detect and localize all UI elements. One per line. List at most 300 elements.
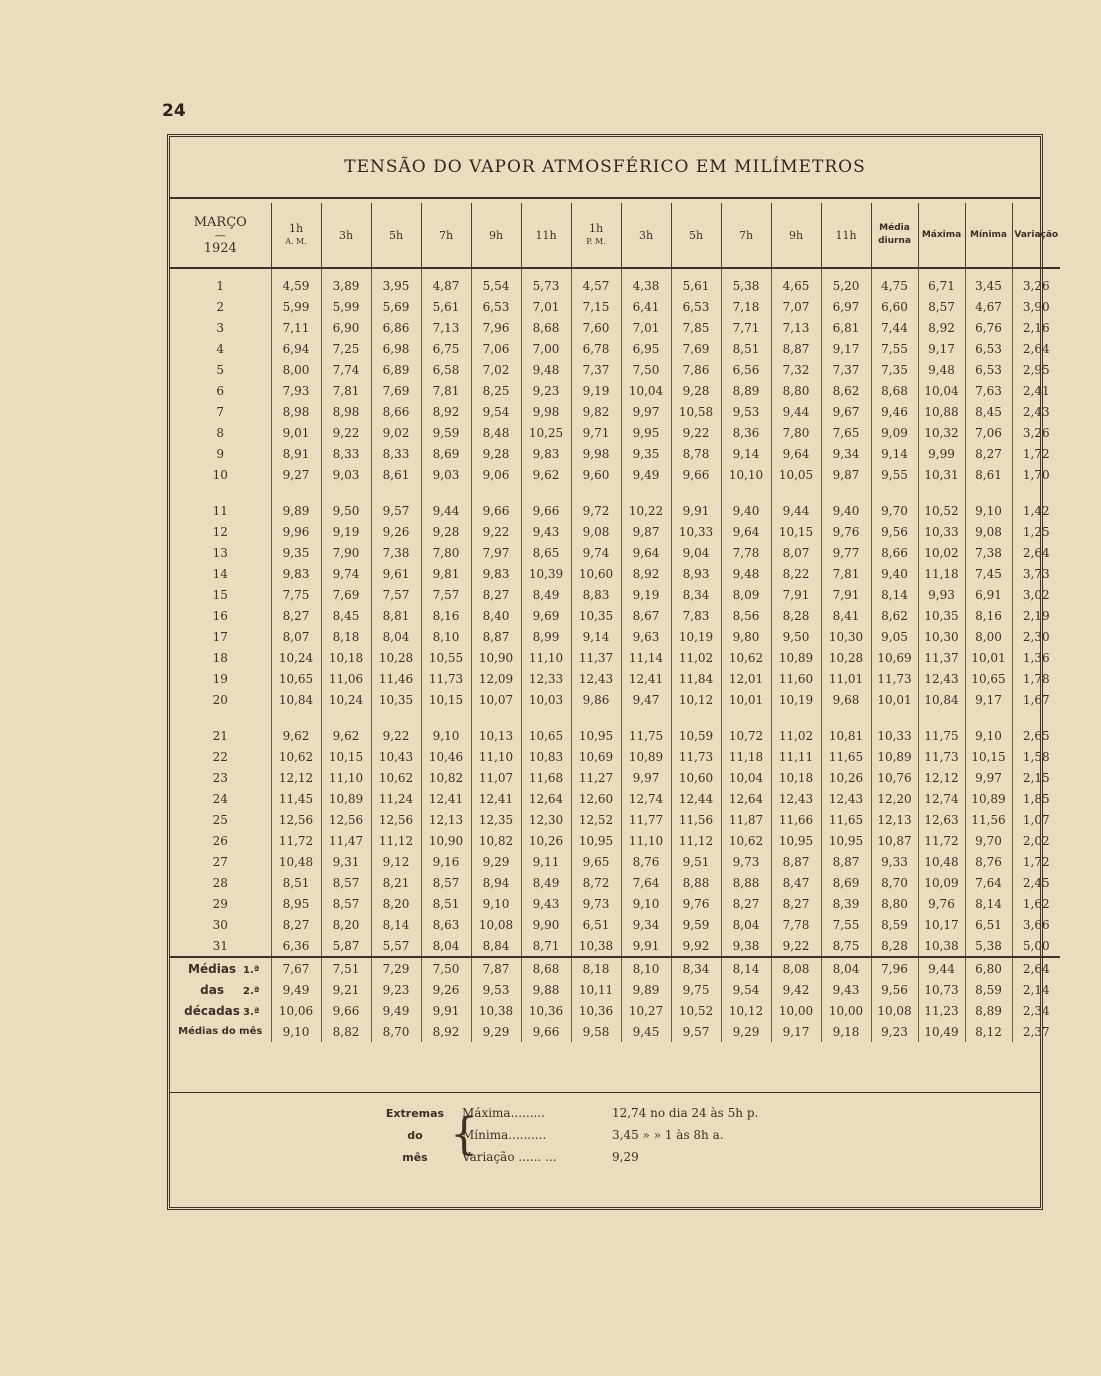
table-row (170, 914, 1060, 935)
value-cell: 8,72 (571, 872, 621, 893)
value-cell: 9,04 (671, 542, 721, 563)
value-cell: 11,65 (821, 809, 871, 830)
gap-cell (471, 485, 521, 500)
value-cell: 8,14 (721, 957, 771, 979)
table-body (170, 268, 1060, 1042)
value-cell: 6,91 (965, 584, 1012, 605)
value-cell: 10,19 (771, 689, 821, 710)
value-cell: 2,02 (1012, 830, 1060, 851)
value-cell: 7,97 (471, 542, 521, 563)
value-cell: 9,19 (321, 521, 371, 542)
hour-sub-label: A. M. (285, 237, 307, 246)
value-cell: 10,95 (571, 725, 621, 746)
decade-gap (170, 710, 1060, 725)
value-cell: 8,93 (671, 563, 721, 584)
value-cell: 8,10 (421, 626, 471, 647)
value-cell: 12,43 (771, 788, 821, 809)
value-cell: 10,38 (571, 935, 621, 957)
value-cell: 3,90 (1012, 296, 1060, 317)
minima-label: Mínima.......... (462, 1128, 547, 1142)
value-cell: 10,60 (671, 767, 721, 788)
decade-number: 2.ª (243, 985, 260, 997)
value-cell: 11,06 (321, 668, 371, 689)
value-cell: 10,65 (521, 725, 571, 746)
value-cell: 8,04 (421, 935, 471, 957)
day-cell: 25 (212, 812, 228, 827)
value-cell: 7,93 (271, 380, 321, 401)
value-cell: 8,92 (421, 401, 471, 422)
value-cell: 6,53 (471, 296, 521, 317)
value-cell: 8,65 (521, 542, 571, 563)
value-cell: 8,10 (621, 957, 671, 979)
value-cell: 11,10 (321, 767, 371, 788)
value-cell: 10,95 (821, 830, 871, 851)
day-cell: 16 (212, 608, 228, 623)
value-cell: 9,91 (621, 935, 671, 957)
value-cell: 4,38 (621, 268, 671, 296)
value-cell: 9,08 (571, 521, 621, 542)
value-cell: 10,18 (321, 647, 371, 668)
value-cell: 6,86 (371, 317, 421, 338)
value-cell: 12,41 (471, 788, 521, 809)
value-cell: 8,34 (671, 584, 721, 605)
value-cell: 7,69 (671, 338, 721, 359)
value-cell: 9,61 (371, 563, 421, 584)
value-cell: 12,09 (471, 668, 521, 689)
day-cell: 29 (212, 896, 228, 911)
value-cell: 12,64 (521, 788, 571, 809)
value-cell: 9,89 (271, 500, 321, 521)
value-cell: 8,16 (421, 605, 471, 626)
value-cell: 9,90 (521, 914, 571, 935)
gap-cell (571, 485, 621, 500)
value-cell: 9,35 (271, 542, 321, 563)
table-row (170, 851, 1060, 872)
gap-cell (521, 710, 571, 725)
value-cell: 10,35 (918, 605, 965, 626)
value-cell: 9,14 (571, 626, 621, 647)
value-cell: 8,27 (271, 914, 321, 935)
hour-header (821, 203, 871, 268)
value-cell: 8,61 (371, 464, 421, 485)
hour-label: 3h (338, 228, 354, 242)
variacao-value: 9,29 (612, 1150, 639, 1164)
value-cell: 8,27 (965, 443, 1012, 464)
value-cell: 9,82 (571, 401, 621, 422)
value-cell: 10,62 (721, 647, 771, 668)
value-cell: 12,13 (421, 809, 471, 830)
value-cell: 9,23 (371, 979, 421, 1000)
value-cell: 9,87 (621, 521, 671, 542)
value-cell: 2,19 (1012, 605, 1060, 626)
gap-cell (1012, 710, 1060, 725)
value-cell: 8,59 (965, 979, 1012, 1000)
hour-label: 5h (388, 228, 404, 242)
value-cell: 9,55 (871, 464, 918, 485)
day-cell: 28 (212, 875, 228, 890)
decade-label: décadas (184, 1003, 240, 1018)
day-cell: 22 (212, 749, 228, 764)
value-cell: 11,56 (671, 809, 721, 830)
table-row (170, 584, 1060, 605)
value-cell: 8,99 (521, 626, 571, 647)
value-cell: 9,38 (721, 935, 771, 957)
table-row (170, 268, 1060, 296)
value-cell: 9,08 (965, 521, 1012, 542)
value-cell: 8,57 (321, 872, 371, 893)
value-cell: 1,25 (1012, 521, 1060, 542)
variation-header: Variação (1012, 203, 1060, 268)
value-cell: 9,83 (521, 443, 571, 464)
value-cell: 9,29 (471, 851, 521, 872)
value-cell: 11,12 (671, 830, 721, 851)
value-cell: 7,60 (571, 317, 621, 338)
value-cell: 9,31 (321, 851, 371, 872)
value-cell: 3,66 (1012, 914, 1060, 935)
value-cell: 9,56 (871, 979, 918, 1000)
value-cell: 5,73 (521, 268, 571, 296)
hour-header (721, 203, 771, 268)
day-cell: 27 (212, 854, 228, 869)
value-cell: 9,63 (621, 626, 671, 647)
value-cell: 10,11 (571, 979, 621, 1000)
value-cell: 10,90 (471, 647, 521, 668)
value-cell: 9,26 (421, 979, 471, 1000)
value-cell: 9,62 (271, 725, 321, 746)
value-cell: 10,48 (271, 851, 321, 872)
value-cell: 3,26 (1012, 268, 1060, 296)
value-cell: 12,63 (918, 809, 965, 830)
value-cell: 7,85 (671, 317, 721, 338)
value-cell: 7,38 (371, 542, 421, 563)
value-cell: 1,78 (1012, 668, 1060, 689)
value-cell: 8,21 (371, 872, 421, 893)
value-cell: 8,92 (918, 317, 965, 338)
value-cell: 8,81 (371, 605, 421, 626)
value-cell: 10,90 (421, 830, 471, 851)
value-cell: 10,65 (271, 668, 321, 689)
value-cell: 11,73 (918, 746, 965, 767)
value-cell: 4,87 (421, 268, 471, 296)
value-cell: 9,48 (721, 563, 771, 584)
day-cell: 17 (212, 629, 228, 644)
value-cell: 10,28 (371, 647, 421, 668)
value-cell: 11,18 (918, 563, 965, 584)
value-cell: 11,02 (671, 647, 721, 668)
value-cell: 8,87 (771, 851, 821, 872)
value-cell: 10,00 (821, 1000, 871, 1021)
value-cell: 8,70 (371, 1021, 421, 1042)
value-cell: 10,52 (918, 500, 965, 521)
gap-cell (671, 485, 721, 500)
table-row (170, 935, 1060, 957)
value-cell: 3,95 (371, 268, 421, 296)
value-cell: 9,91 (421, 1000, 471, 1021)
value-cell: 1,58 (1012, 746, 1060, 767)
value-cell: 10,30 (821, 626, 871, 647)
value-cell: 7,69 (371, 380, 421, 401)
value-cell: 6,41 (621, 296, 671, 317)
value-cell: 9,49 (271, 979, 321, 1000)
value-cell: 10,36 (571, 1000, 621, 1021)
value-cell: 9,97 (621, 401, 671, 422)
table-row (170, 542, 1060, 563)
value-cell: 9,53 (471, 979, 521, 1000)
gap-cell (918, 710, 965, 725)
value-cell: 7,37 (571, 359, 621, 380)
value-cell: 8,07 (771, 542, 821, 563)
hour-header (621, 203, 671, 268)
value-cell: 3,89 (321, 268, 371, 296)
value-cell: 10,08 (871, 1000, 918, 1021)
value-cell: 10,33 (671, 521, 721, 542)
value-cell: 8,40 (471, 605, 521, 626)
value-cell: 8,62 (821, 380, 871, 401)
table-row (170, 872, 1060, 893)
gap-cell (918, 485, 965, 500)
value-cell: 9,48 (521, 359, 571, 380)
value-cell: 9,10 (621, 893, 671, 914)
value-cell: 8,82 (321, 1021, 371, 1042)
value-cell: 4,75 (871, 268, 918, 296)
value-cell: 7,01 (521, 296, 571, 317)
value-cell: 9,42 (771, 979, 821, 1000)
year-label: 1924 (203, 240, 237, 256)
hour-label: 1h (288, 222, 304, 235)
value-cell: 9,50 (321, 500, 371, 521)
day-cell: 15 (212, 587, 228, 602)
decade-label: Médias (188, 961, 237, 976)
value-cell: 5,54 (471, 268, 521, 296)
value-cell: 10,33 (918, 521, 965, 542)
value-cell: 10,24 (321, 689, 371, 710)
value-cell: 12,43 (918, 668, 965, 689)
value-cell: 9,65 (571, 851, 621, 872)
value-cell: 12,52 (571, 809, 621, 830)
value-cell: 10,83 (521, 746, 571, 767)
value-cell: 10,69 (571, 746, 621, 767)
value-cell: 4,67 (965, 296, 1012, 317)
value-cell: 11,14 (621, 647, 671, 668)
value-cell: 11,45 (271, 788, 321, 809)
value-cell: 10,62 (371, 767, 421, 788)
value-cell: 7,18 (721, 296, 771, 317)
value-cell: 10,84 (271, 689, 321, 710)
value-cell: 10,82 (471, 830, 521, 851)
value-cell: 9,98 (521, 401, 571, 422)
table-row (170, 746, 1060, 767)
value-cell: 9,10 (471, 893, 521, 914)
hour-label: 3h (638, 228, 654, 242)
brace-icon: { (450, 1109, 478, 1160)
value-cell: 8,51 (721, 338, 771, 359)
value-cell: 6,94 (271, 338, 321, 359)
hour-header (571, 203, 621, 268)
maxima-label: Máxima......... (462, 1106, 545, 1120)
value-cell: 9,81 (421, 563, 471, 584)
value-cell: 7,35 (871, 359, 918, 380)
value-cell: 9,19 (621, 584, 671, 605)
value-cell: 9,03 (321, 464, 371, 485)
day-cell: 3 (216, 320, 225, 335)
value-cell: 9,17 (821, 338, 871, 359)
table-row (170, 443, 1060, 464)
value-cell: 12,01 (721, 668, 771, 689)
value-cell: 9,34 (621, 914, 671, 935)
day-cell: 31 (212, 938, 228, 953)
hour-header (771, 203, 821, 268)
table-row (170, 521, 1060, 542)
value-cell: 6,51 (571, 914, 621, 935)
value-cell: 9,64 (721, 521, 771, 542)
table-row (170, 317, 1060, 338)
value-cell: 9,05 (871, 626, 918, 647)
value-cell: 6,89 (371, 359, 421, 380)
value-cell: 11,75 (621, 725, 671, 746)
value-cell: 11,73 (421, 668, 471, 689)
value-cell: 8,47 (771, 872, 821, 893)
value-cell: 10,15 (321, 746, 371, 767)
value-cell: 1,07 (1012, 809, 1060, 830)
value-cell: 5,87 (321, 935, 371, 957)
value-cell: 7,80 (421, 542, 471, 563)
value-cell: 9,69 (521, 605, 571, 626)
value-cell: 9,73 (571, 893, 621, 914)
value-cell: 8,39 (821, 893, 871, 914)
day-cell: 20 (212, 692, 228, 707)
value-cell: 11,56 (965, 809, 1012, 830)
gap-cell (821, 485, 871, 500)
value-cell: 6,71 (918, 268, 965, 296)
value-cell: 10,10 (721, 464, 771, 485)
value-cell: 8,87 (821, 851, 871, 872)
hour-label: 11h (835, 228, 857, 242)
value-cell: 10,15 (965, 746, 1012, 767)
gap-cell (421, 485, 471, 500)
value-cell: 9,66 (521, 1021, 571, 1042)
value-cell: 8,62 (871, 605, 918, 626)
value-cell: 3,73 (1012, 563, 1060, 584)
value-cell: 6,80 (965, 957, 1012, 979)
value-cell: 11,68 (521, 767, 571, 788)
value-cell: 7,87 (471, 957, 521, 979)
value-cell: 7,02 (471, 359, 521, 380)
value-cell: 8,48 (471, 422, 521, 443)
value-cell: 6,81 (821, 317, 871, 338)
value-cell: 9,64 (621, 542, 671, 563)
value-cell: 7,06 (965, 422, 1012, 443)
value-cell: 11,46 (371, 668, 421, 689)
value-cell: 7,50 (621, 359, 671, 380)
value-cell: 8,00 (965, 626, 1012, 647)
value-cell: 10,22 (621, 500, 671, 521)
day-cell: 12 (212, 524, 228, 539)
value-cell: 10,26 (521, 830, 571, 851)
value-cell: 10,89 (771, 647, 821, 668)
gap-cell (821, 710, 871, 725)
value-cell: 9,33 (871, 851, 918, 872)
value-cell: 10,26 (821, 767, 871, 788)
value-cell: 9,28 (671, 380, 721, 401)
value-cell: 9,03 (421, 464, 471, 485)
value-cell: 7,91 (821, 584, 871, 605)
value-cell: 11,87 (721, 809, 771, 830)
value-cell: 10,69 (871, 647, 918, 668)
value-cell: 9,10 (271, 1021, 321, 1042)
gap-cell (471, 710, 521, 725)
value-cell: 8,33 (371, 443, 421, 464)
value-cell: 7,57 (421, 584, 471, 605)
value-cell: 7,51 (321, 957, 371, 979)
value-cell: 9,92 (671, 935, 721, 957)
value-cell: 10,12 (671, 689, 721, 710)
value-cell: 10,89 (871, 746, 918, 767)
value-cell: 7,00 (521, 338, 571, 359)
value-cell: 8,04 (371, 626, 421, 647)
value-cell: 12,60 (571, 788, 621, 809)
value-cell: 7,55 (821, 914, 871, 935)
hour-label: 7h (738, 228, 754, 242)
value-cell: 9,97 (965, 767, 1012, 788)
value-cell: 11,47 (321, 830, 371, 851)
value-cell: 11,01 (821, 668, 871, 689)
value-cell: 12,12 (918, 767, 965, 788)
value-cell: 6,53 (965, 359, 1012, 380)
value-cell: 10,01 (871, 689, 918, 710)
table-row (170, 668, 1060, 689)
value-cell: 1,72 (1012, 851, 1060, 872)
value-cell: 12,74 (918, 788, 965, 809)
value-cell: 7,81 (821, 563, 871, 584)
value-cell: 9,10 (421, 725, 471, 746)
value-cell: 10,19 (671, 626, 721, 647)
value-cell: 6,53 (671, 296, 721, 317)
value-cell: 11,73 (871, 668, 918, 689)
value-cell: 9,67 (821, 401, 871, 422)
extremes-label-3: mês (402, 1150, 428, 1164)
value-cell: 9,44 (421, 500, 471, 521)
value-cell: 9,76 (671, 893, 721, 914)
value-cell: 10,07 (471, 689, 521, 710)
gap-cell (721, 710, 771, 725)
value-cell: 9,86 (571, 689, 621, 710)
day-cell: 1 (216, 278, 225, 293)
day-cell: 19 (212, 671, 228, 686)
value-cell: 9,91 (671, 500, 721, 521)
gap-cell (371, 485, 421, 500)
value-cell: 10,43 (371, 746, 421, 767)
value-cell: 8,92 (621, 563, 671, 584)
day-cell: 2 (216, 299, 225, 314)
day-cell: 23 (212, 770, 228, 785)
value-cell: 11,77 (621, 809, 671, 830)
month-label: MARÇO (193, 214, 247, 230)
value-cell: 9,76 (918, 893, 965, 914)
value-cell: 8,69 (421, 443, 471, 464)
value-cell: 11,75 (918, 725, 965, 746)
value-cell: 8,89 (965, 1000, 1012, 1021)
value-cell: 8,89 (721, 380, 771, 401)
value-cell: 10,87 (871, 830, 918, 851)
daily-mean-header (871, 203, 918, 268)
hour-label: 1h (588, 222, 604, 235)
value-cell: 9,48 (918, 359, 965, 380)
value-cell: 9,28 (421, 521, 471, 542)
value-cell: 11,65 (821, 746, 871, 767)
day-cell: 24 (212, 791, 228, 806)
value-cell: 9,80 (721, 626, 771, 647)
value-cell: 7,63 (965, 380, 1012, 401)
